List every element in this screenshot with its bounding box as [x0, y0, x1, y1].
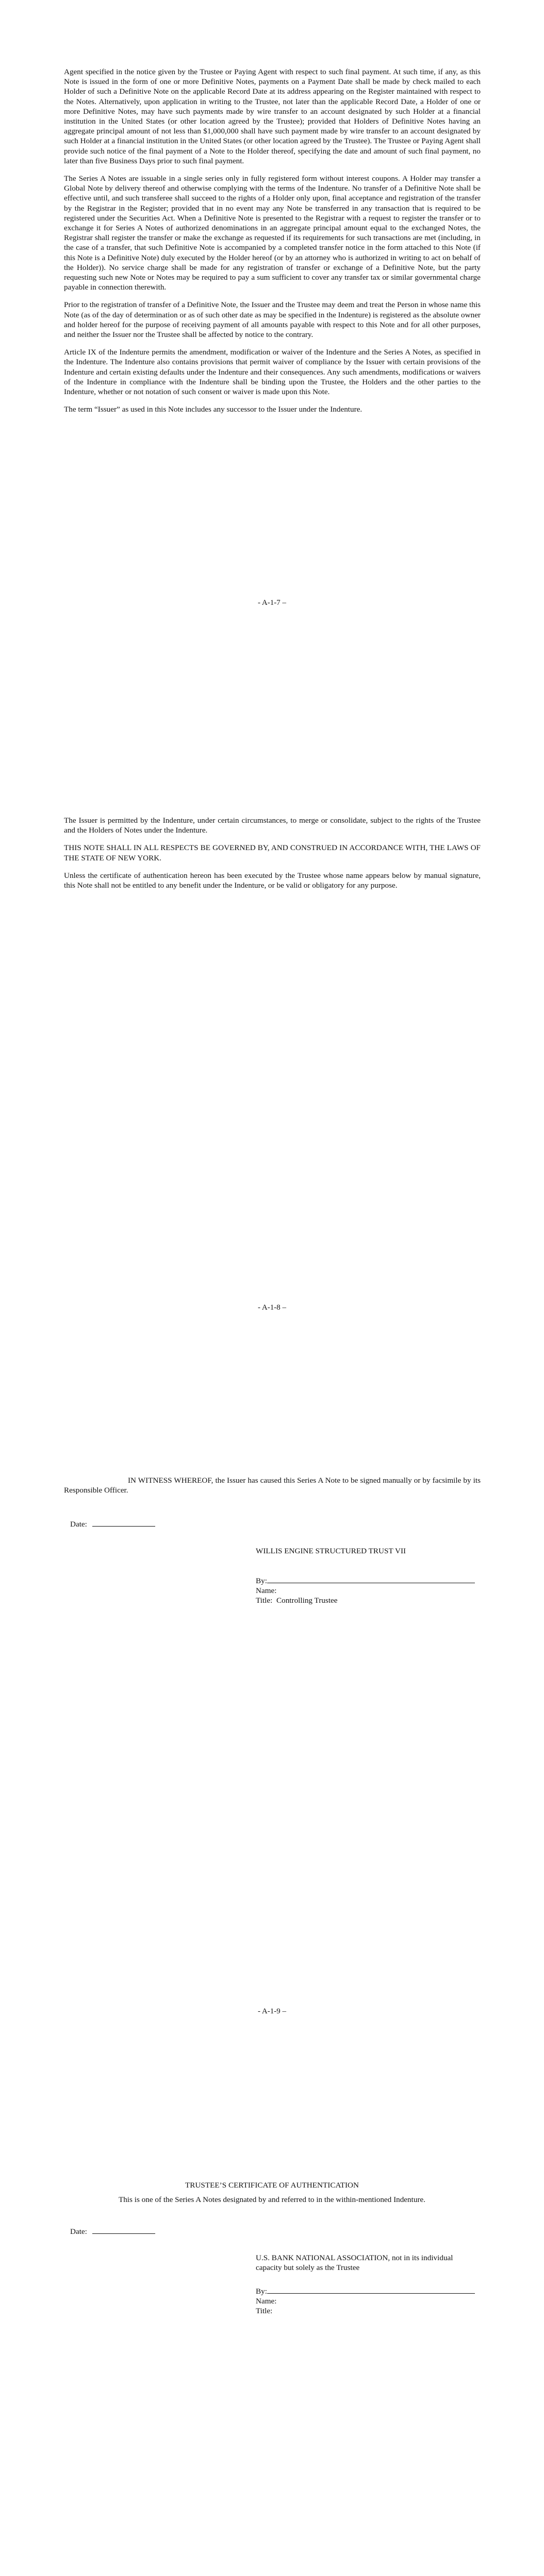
paragraph-issuer-term: The term “Issuer” as used in this Note includes any successor to the Issuer under the Indenture. — [64, 405, 362, 414]
issuer-signature-block — [256, 1546, 483, 1605]
page-body — [64, 67, 481, 422]
date-label: Date: — [70, 1520, 87, 1529]
witness-text: IN WITNESS WHEREOF, the Issuer has caused this Series A Note to be signed manually or by facsimile by its Responsible Officer. — [64, 1476, 481, 1495]
date-blank — [92, 1526, 155, 1527]
page-body — [64, 816, 481, 898]
page-a-1-9 — [0, 1406, 544, 2110]
date-label: Date: — [70, 2227, 87, 2236]
signatory-title — [256, 1596, 483, 1605]
paragraph-merger: The Issuer is permitted by the Indenture, under certain circumstances, to merge or consolidate, subject to the rights of the Trustee and the Holders of Notes under the Indenture. — [64, 816, 481, 835]
trustee-name: U.S. BANK NATIONAL ASSOCIATION, not in its individual capacity but solely as the Trustee — [256, 2253, 453, 2272]
signature-line — [256, 1576, 483, 1586]
signature-blank — [267, 2293, 475, 2294]
name-label: Name: — [256, 1586, 277, 1595]
title-label: Title: — [256, 2307, 273, 2315]
date-line — [70, 1519, 155, 1529]
paragraph-authentication: Unless the certificate of authentication hereon has been executed by the Trustee whose name appears below by manual signature, this Note shall not be entitled to any benefit under the Indenture, or be valid or obligatory for any purpose. — [64, 871, 481, 890]
paragraph-registration: Prior to the registration of transfer of a Definitive Note, the Issuer and the Trustee may deem and treat the Person in whose name this Note (as of the day of determination or as of such other date as may be specified in the Indenture) is registered as the absolute owner and holder hereof for the purpose of receiving payment of all amounts payable with respect to this Note and for all other purposes, and neither the Issuer nor the Trustee shall be affected by notice to the contrary. — [64, 300, 481, 340]
certificate-heading: TRUSTEE’S CERTIFICATE OF AUTHENTICATION — [185, 2181, 359, 2190]
page-number: - A-1-9 – — [258, 2007, 286, 2015]
date-line — [70, 2227, 155, 2236]
trustee-signature-block — [256, 2253, 483, 2316]
by-label: By: — [256, 2287, 267, 2296]
by-label: By: — [256, 1577, 267, 1585]
page-a-1-10 — [0, 2110, 544, 2576]
title-label: Title: — [256, 1596, 273, 1605]
page-number: - A-1-7 – — [258, 599, 286, 607]
page-a-1-8 — [0, 703, 544, 1406]
paragraph-payment: Agent specified in the notice given by the Trustee or Paying Agent with respect to such final payment. At such time, if any, as this Note is issued in the form of one or more Definitive Notes, payments on a Payment Date shall be made by check mailed to each Holder of such a Definitive Note on the applicable Record Date at its address appearing on the Register maintained with respect to the Notes. Alternatively, upon application in writing to the Trustee, not later than the applicable Record Date, a Holder of one or more Definitive Notes, may have such payments made by wire transfer to an account designated by such Holder at a financial institution in the United States (or other location agreed by the Trustee); provided that Holders of Definitive Notes having an aggregate principal amount of not less than $1,000,000 shall have such payment made by wire transfer to an account designated by such Holder at a financial institution in the United States (or other location agreed by the Trustee). The Trustee or Paying Agent shall provide such notice of the final payment of a Note to the Holder thereof, specifying the date and amount of such final payment, no later than five Business Days prior to such final payment. — [64, 67, 481, 165]
paragraph-transfer: The Series A Notes are issuable in a single series only in fully registered form without interest coupons. A Holder may transfer a Global Note by delivery thereof and otherwise complying with the terms of the Indenture. No transfer of a Definitive Note shall be effective until, and such transferee shall succeed to the rights of a Holder only upon, final acceptance and registration of the transfer by the Registrar in the Register; provided that in no event may any Note be transferred in any transaction that is required to be registered under the Securities Act. When a Definitive Note is presented to the Registrar with a request to register the transfer or to exchange it for Series A Notes of authorized denominations in an aggregate principal amount equal to the exchanged Notes, the Registrar shall register the transfer or make the exchange as requested if its requirements for such transactions are met (including, in the case of a transfer, that such Definitive Note is accompanied by a completed transfer notice in the form attached to this Note (if this Note is a Definitive Note) duly executed by the Holder hereof (or by an attorney who is authorized in writing to act on behalf of the Holder)). No service charge shall be made for any registration of transfer or exchange of a Definitive Note, but the party requesting such new Note or Notes may be required to pay a sum sufficient to cover any transfer tax or similar governmental charge payable in connection therewith. — [64, 174, 481, 292]
issuer-name: WILLIS ENGINE STRUCTURED TRUST VII — [256, 1547, 406, 1555]
name-label: Name: — [256, 2297, 277, 2306]
page-number: - A-1-8 – — [258, 1303, 286, 1312]
certificate-statement: This is one of the Series A Notes designated by and referred to in the within-mentioned Indenture. — [118, 2195, 426, 2204]
paragraph-governing-law: THIS NOTE SHALL IN ALL RESPECTS BE GOVERNED BY, AND CONSTRUED IN ACCORDANCE WITH, THE LAWS OF THE STATE OF NEW YORK. — [64, 843, 481, 862]
paragraph-amendment: Article IX of the Indenture permits the amendment, modification or waiver of the Indenture and the Series A Notes, as specified in the Indenture. The Indenture also contains provisions that permit waiver of compliance by the Issuer with certain provisions of the Indenture and certain existing defaults under the Indenture and their consequences. Any such amendments, modifications or waivers of the Indenture in compliance with the Indenture shall be binding upon the Trustee, the Holders and the other parties to the Indenture, whether or not notation of such consent or waiver is made upon this Note. — [64, 348, 481, 397]
witness-clause — [64, 1476, 481, 1503]
page-a-1-7 — [0, 0, 544, 703]
title-value: Controlling Trustee — [276, 1596, 338, 1605]
date-blank — [92, 2233, 155, 2234]
signature-line — [256, 2286, 483, 2296]
